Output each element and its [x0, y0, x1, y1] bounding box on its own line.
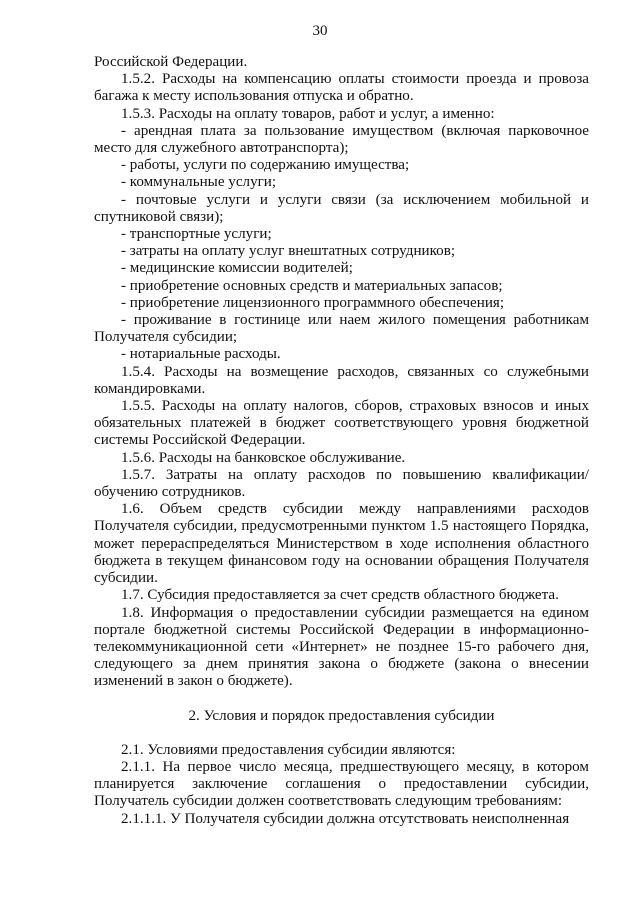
- paragraph: 2.1.1. На первое число месяца, предшествующего месяцу, в котором планируется заключение соглашения о предоставлении субсидии, Получатель субсидии должен соответствовать следующим требованиям:: [94, 758, 589, 810]
- list-item: - коммунальные услуги;: [121, 174, 277, 191]
- list-item: - арендная плата за пользование имуществом (включая парковочное место для служебного автотранспорта);: [94, 122, 589, 157]
- paragraph: 2.1.1.1. У Получателя субсидии должна отсутствовать неисполненная: [121, 810, 570, 827]
- list-item: - работы, услуги по содержанию имущества;: [121, 157, 410, 174]
- list-item: - проживание в гостинице или наем жилого помещения работникам Получателя субсидии;: [94, 312, 589, 346]
- list-item: - приобретение основных средств и материальных запасов;: [121, 277, 503, 294]
- paragraph: 1.5.4. Расходы на возмещение расходов, связанных со служебными командировками.: [94, 363, 589, 397]
- paragraph: 1.7. Субсидия предоставляется за счет средств областного бюджета.: [121, 587, 559, 604]
- page-number: 30: [312, 23, 328, 39]
- list-item: - медицинские комиссии водителей;: [121, 260, 353, 277]
- paragraph: 1.8. Информация о предоставлении субсидии размещается на едином портале бюджетной системы Российской Федерации в информационно-телекоммуникационной сети «Интернет» не позднее 15-го рабочего дня, следующего за днем принятия закона о бюджете (закона о внесении изменений в закон о бюджете).: [94, 604, 589, 690]
- paragraph: 1.6. Объем средств субсидии между направлениями расходов Получателя субсидии, предусмотренными пунктом 1.5 настоящего Порядка, может перераспределяться Министерством в ходе исполнения областного бюджета в текущем финансовом году на основании обращения Получателя субсидии.: [94, 501, 589, 587]
- paragraph: 1.5.2. Расходы на компенсацию оплаты стоимости проезда и провоза багажа к месту использования отпуска и обратно.: [94, 71, 589, 105]
- paragraph: Российской Федерации.: [94, 54, 248, 70]
- document-body: [94, 54, 589, 828]
- paragraph: 1.5.3. Расходы на оплату товаров, работ и услуг, а именно:: [121, 105, 495, 122]
- paragraph: 2.1. Условиями предоставления субсидии являются:: [121, 741, 456, 758]
- section-heading: 2. Условия и порядок предоставления субсидии: [188, 707, 495, 724]
- list-item: - почтовые услуги и услуги связи (за исключением мобильной и спутниковой связи);: [94, 191, 589, 225]
- list-item: - нотариальные расходы.: [121, 346, 281, 363]
- list-item: - транспортные услуги;: [121, 226, 272, 243]
- list-item: - затраты на оплату услуг внештатных сотрудников;: [121, 243, 456, 260]
- list-item: - приобретение лицензионного программного обеспечения;: [121, 294, 505, 311]
- paragraph: 1.5.5. Расходы на оплату налогов, сборов, страховых взносов и иных обязательных платежей в бюджет соответствующего уровня бюджетной системы Российской Федерации.: [94, 398, 589, 449]
- paragraph: 1.5.6. Расходы на банковское обслуживание.: [121, 449, 406, 466]
- paragraph: 1.5.7. Затраты на оплату расходов по повышению квалификации/обучению сотрудников.: [94, 466, 589, 501]
